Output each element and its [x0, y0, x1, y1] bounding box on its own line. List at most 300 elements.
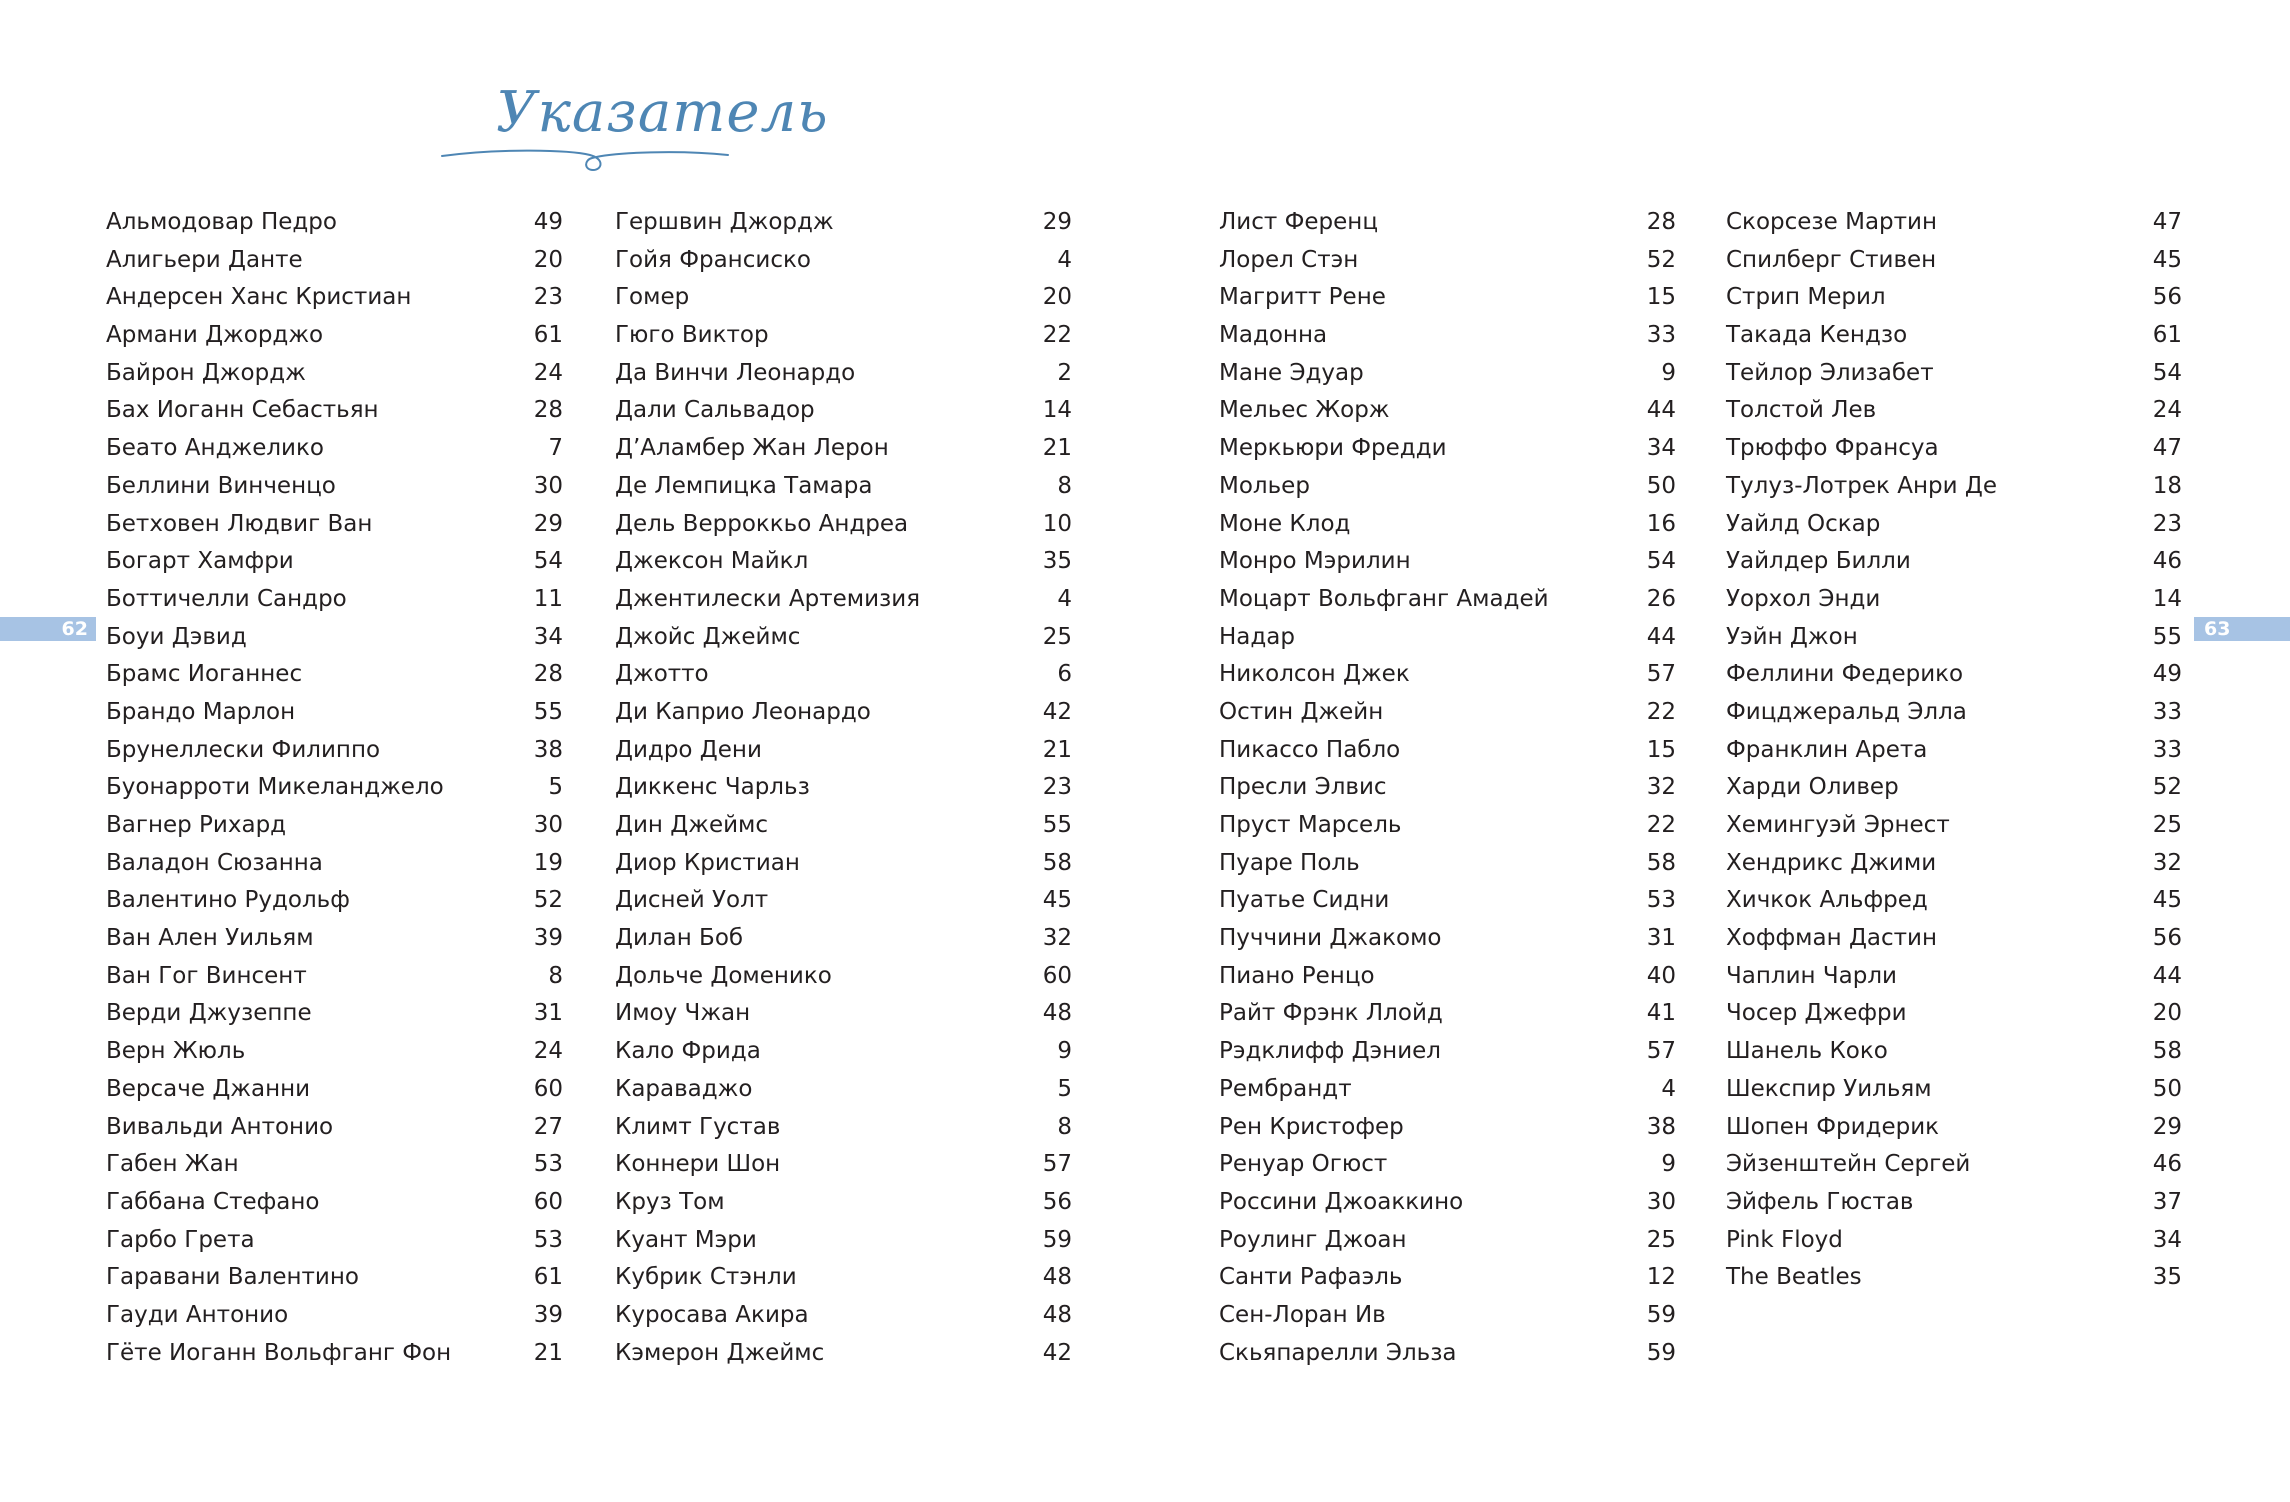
entry-page-number: 52 — [2152, 774, 2182, 801]
entry-page-number: 55 — [1042, 812, 1072, 838]
entry-page-number: 48 — [1042, 1301, 1072, 1328]
entry-name: Уорхол Энди — [1726, 585, 1881, 612]
entry-page-number: 20 — [533, 246, 563, 273]
entry-page-number: 20 — [1042, 284, 1072, 311]
index-entry — [106, 581, 563, 619]
entry-name: Моне Клод — [1219, 510, 1351, 537]
entry-name: Богарт Хамфри — [106, 548, 294, 575]
index-entry — [1726, 958, 2182, 996]
entry-page-number: 52 — [1646, 246, 1676, 273]
entry-page-number: 39 — [533, 1301, 563, 1328]
entry-name: Хемингуэй Эрнест — [1726, 812, 1950, 838]
entry-page-number: 53 — [533, 1226, 563, 1253]
index-entry — [1219, 1033, 1676, 1071]
entry-page-number: 34 — [533, 623, 563, 650]
entry-page-number: 21 — [533, 1339, 563, 1366]
entry-page-number: 56 — [2152, 284, 2182, 311]
entry-page-number: 34 — [2152, 1226, 2182, 1253]
entry-page-number: 29 — [533, 510, 563, 537]
index-entry — [1726, 1222, 2182, 1260]
entry-name: Бах Иоганн Себастьян — [106, 397, 379, 424]
index-entry — [106, 355, 563, 393]
index-entry — [1219, 1109, 1676, 1147]
entry-name: Санти Рафаэль — [1219, 1264, 1403, 1291]
entry-name: Коннери Шон — [615, 1151, 781, 1178]
index-entry — [615, 732, 1072, 770]
entry-page-number: 31 — [533, 1000, 563, 1027]
entry-name: Фицджеральд Элла — [1726, 698, 1967, 725]
index-entry — [1726, 619, 2182, 657]
index-entry — [106, 506, 563, 544]
entry-name: Райт Фрэнк Ллойд — [1219, 1000, 1443, 1027]
entry-page-number: 53 — [1646, 887, 1676, 914]
entry-name: Чосер Джефри — [1726, 1000, 1907, 1027]
entry-page-number: 59 — [1646, 1339, 1676, 1366]
index-entry — [106, 1184, 563, 1222]
entry-name: Пуаре Поль — [1219, 849, 1360, 876]
entry-name: Д’Аламбер Жан Лерон — [615, 435, 889, 462]
entry-page-number: 14 — [2152, 585, 2182, 612]
entry-name: Куросава Акира — [615, 1301, 809, 1328]
entry-name: Хендрикс Джими — [1726, 849, 1937, 876]
entry-page-number: 35 — [1042, 548, 1072, 575]
entry-name: Толстой Лев — [1726, 397, 1877, 424]
entry-page-number: 5 — [548, 774, 563, 801]
index-entry — [1219, 242, 1676, 280]
index-entry — [615, 355, 1072, 393]
index-entry — [615, 995, 1072, 1033]
index-entry — [1219, 581, 1676, 619]
entry-page-number: 47 — [2152, 435, 2182, 462]
entry-page-number: 24 — [533, 359, 563, 386]
entry-name: Дель Верроккьо Андреа — [615, 510, 909, 537]
index-entry — [1219, 204, 1676, 242]
entry-page-number: 22 — [1042, 322, 1072, 349]
index-entry — [615, 1184, 1072, 1222]
entry-name: Шанель Коко — [1726, 1038, 1888, 1065]
index-entry — [615, 430, 1072, 468]
entry-page-number: 32 — [2152, 849, 2182, 876]
entry-page-number: 11 — [533, 585, 563, 612]
index-entry — [1726, 581, 2182, 619]
entry-page-number: 48 — [1042, 1264, 1072, 1291]
entry-page-number: 46 — [2152, 548, 2182, 575]
entry-name: Надар — [1219, 623, 1295, 650]
entry-page-number: 45 — [2152, 246, 2182, 273]
entry-page-number: 53 — [533, 1151, 563, 1178]
index-heading — [440, 70, 829, 180]
entry-page-number: 16 — [1646, 510, 1676, 537]
index-entry — [106, 1297, 563, 1335]
index-entry — [615, 958, 1072, 996]
entry-page-number: 8 — [1057, 1113, 1072, 1140]
entry-name: Скьяпарелли Эльза — [1219, 1339, 1457, 1366]
index-entry — [1726, 1184, 2182, 1222]
entry-name: Эйфель Гюстав — [1726, 1188, 1914, 1215]
index-entry — [1726, 1071, 2182, 1109]
entry-page-number: 27 — [533, 1113, 563, 1140]
index-entry — [615, 1146, 1072, 1184]
entry-page-number: 60 — [533, 1075, 563, 1102]
index-entry — [615, 317, 1072, 355]
entry-name: Вивальди Антонио — [106, 1113, 334, 1140]
entry-page-number: 25 — [1646, 1226, 1676, 1253]
entry-page-number: 15 — [1646, 736, 1676, 763]
entry-name: Гойя Франсиско — [615, 246, 811, 273]
entry-name: Лорел Стэн — [1219, 246, 1359, 273]
entry-page-number: 54 — [2152, 359, 2182, 386]
entry-name: Гюго Виктор — [615, 322, 769, 349]
index-entry — [106, 242, 563, 280]
entry-page-number: 33 — [2152, 698, 2182, 725]
entry-name: Дин Джеймс — [615, 812, 769, 838]
entry-page-number: 42 — [1042, 698, 1072, 725]
entry-page-number: 22 — [1646, 812, 1676, 838]
entry-name: Гарбо Грета — [106, 1226, 255, 1253]
index-entry — [615, 1297, 1072, 1335]
index-entry — [1726, 279, 2182, 317]
entry-page-number: 45 — [1042, 887, 1072, 914]
index-entry — [1219, 958, 1676, 996]
entry-name: Мольер — [1219, 472, 1310, 499]
entry-page-number: 54 — [533, 548, 563, 575]
entry-page-number: 48 — [1042, 1000, 1072, 1027]
index-entry — [1726, 845, 2182, 883]
entry-name: Валадон Сюзанна — [106, 849, 323, 876]
entry-page-number: 38 — [1646, 1113, 1676, 1140]
entry-name: Климт Густав — [615, 1113, 781, 1140]
index-entry — [1219, 845, 1676, 883]
index-entry — [1726, 430, 2182, 468]
index-entry — [106, 807, 563, 845]
index-entry — [1726, 468, 2182, 506]
entry-name: Дисней Уолт — [615, 887, 769, 914]
index-entry — [1219, 1146, 1676, 1184]
entry-name: Боттичелли Сандро — [106, 585, 347, 612]
index-entry — [1726, 656, 2182, 694]
entry-name: Габен Жан — [106, 1151, 239, 1178]
entry-name: Россини Джоаккино — [1219, 1188, 1464, 1215]
entry-page-number: 50 — [2152, 1075, 2182, 1102]
index-column-4 — [1726, 204, 2182, 1297]
entry-name: Кало Фрида — [615, 1038, 761, 1065]
index-entry — [1219, 279, 1676, 317]
entry-name: Ван Гог Винсент — [106, 962, 307, 989]
index-entry — [106, 1222, 563, 1260]
entry-name: Диккенс Чарльз — [615, 774, 810, 801]
entry-page-number: 44 — [2152, 962, 2182, 989]
index-entry — [615, 1033, 1072, 1071]
entry-name: Круз Том — [615, 1188, 725, 1215]
entry-page-number: 23 — [2152, 510, 2182, 537]
index-entry — [1219, 882, 1676, 920]
index-entry — [106, 430, 563, 468]
index-entry — [1219, 506, 1676, 544]
entry-name: Джойс Джеймс — [615, 623, 801, 650]
index-entry — [615, 392, 1072, 430]
index-entry — [1219, 317, 1676, 355]
entry-page-number: 9 — [1661, 1151, 1676, 1178]
entry-page-number: 59 — [1646, 1301, 1676, 1328]
index-entry — [1726, 355, 2182, 393]
entry-name: Пуатье Сидни — [1219, 887, 1390, 914]
entry-name: Габбана Стефано — [106, 1188, 320, 1215]
entry-page-number: 12 — [1646, 1264, 1676, 1291]
entry-page-number: 56 — [2152, 925, 2182, 952]
index-entry — [1219, 619, 1676, 657]
entry-name: Армани Джорджо — [106, 322, 324, 349]
index-entry — [106, 1335, 563, 1373]
index-entry — [1726, 506, 2182, 544]
index-entry — [106, 279, 563, 317]
entry-page-number: 34 — [1646, 435, 1676, 462]
entry-name: Монро Мэрилин — [1219, 548, 1411, 575]
index-entry — [1726, 732, 2182, 770]
entry-name: Дидро Дени — [615, 736, 762, 763]
entry-name: Караваджо — [615, 1075, 753, 1102]
entry-name: Эйзенштейн Сергей — [1726, 1151, 1971, 1178]
entry-page-number: 45 — [2152, 887, 2182, 914]
index-entry — [615, 807, 1072, 845]
index-column-2 — [615, 204, 1072, 1372]
entry-page-number: 24 — [533, 1038, 563, 1065]
index-entry — [615, 656, 1072, 694]
entry-name: Брандо Марлон — [106, 698, 296, 725]
index-entry — [106, 1259, 563, 1297]
index-entry — [1726, 920, 2182, 958]
entry-name: Беато Анджелико — [106, 435, 324, 462]
entry-page-number: 55 — [533, 698, 563, 725]
entry-page-number: 7 — [548, 435, 563, 462]
index-entry — [1219, 1184, 1676, 1222]
index-entry — [615, 1259, 1072, 1297]
index-entry — [106, 769, 563, 807]
entry-page-number: 19 — [533, 849, 563, 876]
index-entry — [1219, 392, 1676, 430]
entry-name: Спилберг Стивен — [1726, 246, 1937, 273]
entry-name: Франклин Арета — [1726, 736, 1928, 763]
entry-name: Такада Кендзо — [1726, 322, 1908, 349]
entry-name: Пуччини Джакомо — [1219, 925, 1442, 952]
index-entry — [1726, 882, 2182, 920]
entry-name: Рен Кристофер — [1219, 1113, 1404, 1140]
index-entry — [106, 656, 563, 694]
index-entry — [1219, 807, 1676, 845]
entry-name: Кубрик Стэнли — [615, 1264, 797, 1291]
index-entry — [1219, 769, 1676, 807]
index-entry — [1219, 732, 1676, 770]
index-entry — [1219, 1297, 1676, 1335]
index-entry — [1219, 995, 1676, 1033]
entry-name: Пресли Элвис — [1219, 774, 1387, 801]
index-entry — [615, 845, 1072, 883]
entry-page-number: 32 — [1646, 774, 1676, 801]
entry-name: Верди Джузеппе — [106, 1000, 312, 1027]
entry-page-number: 33 — [1646, 322, 1676, 349]
entry-name: Беллини Винченцо — [106, 472, 336, 499]
index-entry — [615, 279, 1072, 317]
entry-name: Дилан Боб — [615, 925, 744, 952]
entry-page-number: 61 — [2152, 322, 2182, 349]
entry-name: Магритт Рене — [1219, 284, 1386, 311]
entry-page-number: 60 — [533, 1188, 563, 1215]
index-entry — [615, 694, 1072, 732]
entry-name: Джентилески Артемизия — [615, 585, 921, 612]
entry-name: Мадонна — [1219, 322, 1328, 349]
entry-name: Пиано Ренцо — [1219, 962, 1375, 989]
entry-page-number: 57 — [1042, 1151, 1072, 1178]
index-entry — [106, 317, 563, 355]
index-entry — [1219, 1071, 1676, 1109]
index-entry — [1726, 204, 2182, 242]
entry-page-number: 28 — [533, 397, 563, 424]
entry-name: Хичкок Альфред — [1726, 887, 1928, 914]
index-entry — [1219, 694, 1676, 732]
entry-name: Моцарт Вольфганг Амадей — [1219, 585, 1549, 612]
entry-page-number: 46 — [2152, 1151, 2182, 1178]
entry-page-number: 30 — [533, 812, 563, 838]
entry-page-number: 58 — [2152, 1038, 2182, 1065]
index-entry — [106, 958, 563, 996]
entry-name: Альмодовар Педро — [106, 209, 337, 235]
entry-name: Pink Floyd — [1726, 1226, 1843, 1253]
index-column-3 — [1219, 204, 1676, 1372]
entry-name: Гаравани Валентино — [106, 1264, 359, 1291]
index-column-1 — [106, 204, 563, 1372]
entry-name: Боуи Дэвид — [106, 623, 247, 650]
entry-page-number: 15 — [1646, 284, 1676, 311]
index-entry — [106, 694, 563, 732]
index-entry — [1219, 543, 1676, 581]
entry-page-number: 31 — [1646, 925, 1676, 952]
index-entry — [1726, 1033, 2182, 1071]
index-entry — [1219, 355, 1676, 393]
entry-page-number: 59 — [1042, 1226, 1072, 1253]
index-entry — [1726, 242, 2182, 280]
entry-page-number: 44 — [1646, 623, 1676, 650]
entry-name: Да Винчи Леонардо — [615, 359, 856, 386]
entry-page-number: 5 — [1057, 1075, 1072, 1102]
index-entry — [106, 1146, 563, 1184]
entry-name: Меркьюри Фредди — [1219, 435, 1447, 462]
index-entry — [1726, 995, 2182, 1033]
ornamental-flourish-icon — [440, 146, 730, 180]
entry-page-number: 58 — [1042, 849, 1072, 876]
index-entry — [106, 732, 563, 770]
entry-name: Хоффман Дастин — [1726, 925, 1938, 952]
entry-name: Гауди Антонио — [106, 1301, 289, 1328]
entry-name: Имоу Чжан — [615, 1000, 751, 1027]
index-entry — [1219, 1222, 1676, 1260]
index-entry — [1726, 1146, 2182, 1184]
entry-page-number: 8 — [1057, 472, 1072, 499]
entry-page-number: 32 — [1042, 925, 1072, 952]
entry-name: Тулуз-Лотрек Анри Де — [1726, 472, 1997, 499]
entry-page-number: 58 — [1646, 849, 1676, 876]
index-entry — [106, 882, 563, 920]
entry-page-number: 56 — [1042, 1188, 1072, 1215]
index-entry — [615, 468, 1072, 506]
entry-name: Бетховен Людвиг Ван — [106, 510, 373, 537]
entry-name: Алигьери Данте — [106, 246, 303, 273]
entry-page-number: 61 — [533, 322, 563, 349]
entry-page-number: 30 — [1646, 1188, 1676, 1215]
page-number-left: 62 — [0, 617, 96, 641]
index-entry — [615, 1222, 1072, 1260]
entry-page-number: 14 — [1042, 397, 1072, 424]
entry-page-number: 49 — [2152, 661, 2182, 688]
entry-name: Николсон Джек — [1219, 661, 1410, 688]
entry-name: Дали Сальвадор — [615, 397, 815, 424]
index-entry — [106, 619, 563, 657]
entry-name: Байрон Джордж — [106, 359, 306, 386]
entry-page-number: 60 — [1042, 962, 1072, 989]
index-entry — [1219, 920, 1676, 958]
index-entry — [1219, 1335, 1676, 1373]
index-entry — [1219, 1259, 1676, 1297]
entry-name: Гершвин Джордж — [615, 209, 834, 235]
entry-page-number: 10 — [1042, 510, 1072, 537]
entry-page-number: 33 — [2152, 736, 2182, 763]
entry-page-number: 8 — [548, 962, 563, 989]
index-entry — [1726, 543, 2182, 581]
entry-name: Андерсен Ханс Кристиан — [106, 284, 412, 311]
index-entry — [1726, 807, 2182, 845]
entry-name: Гёте Иоганн Вольфганг Фон — [106, 1339, 452, 1366]
entry-name: Кэмерон Джеймс — [615, 1339, 825, 1366]
entry-name: Уайлд Оскар — [1726, 510, 1881, 537]
entry-name: Ван Ален Уильям — [106, 925, 314, 952]
entry-name: Джотто — [615, 661, 709, 688]
index-entry — [106, 543, 563, 581]
entry-name: Мане Эдуар — [1219, 359, 1364, 386]
index-entry — [106, 995, 563, 1033]
index-entry — [615, 1071, 1072, 1109]
page-number-right: 63 — [2194, 617, 2290, 641]
index-entry — [1726, 1259, 2182, 1297]
index-entry — [106, 1109, 563, 1147]
entry-page-number: 44 — [1646, 397, 1676, 424]
entry-name: Ди Каприо Леонардо — [615, 698, 871, 725]
entry-page-number: 18 — [2152, 472, 2182, 499]
index-entry — [1726, 317, 2182, 355]
entry-name: Ренуар Огюст — [1219, 1151, 1388, 1178]
entry-name: Роулинг Джоан — [1219, 1226, 1407, 1253]
entry-name: Шекспир Уильям — [1726, 1075, 1932, 1102]
entry-page-number: 21 — [1042, 736, 1072, 763]
entry-name: Вагнер Рихард — [106, 812, 287, 838]
index-entry — [1219, 656, 1676, 694]
index-entry — [615, 581, 1072, 619]
entry-name: Брунеллески Филиппо — [106, 736, 381, 763]
index-entry — [106, 845, 563, 883]
entry-name: Феллини Федерико — [1726, 661, 1964, 688]
entry-name: Уэйн Джон — [1726, 623, 1858, 650]
index-entry — [1726, 694, 2182, 732]
entry-name: Гомер — [615, 284, 690, 311]
entry-name: Валентино Рудольф — [106, 887, 350, 914]
index-entry — [106, 920, 563, 958]
entry-page-number: 39 — [533, 925, 563, 952]
index-entry — [615, 769, 1072, 807]
entry-name: Мельес Жорж — [1219, 397, 1390, 424]
entry-page-number: 50 — [1646, 472, 1676, 499]
entry-page-number: 20 — [2152, 1000, 2182, 1027]
entry-page-number: 26 — [1646, 585, 1676, 612]
entry-name: Брамс Иоганнес — [106, 661, 303, 688]
index-entry — [615, 619, 1072, 657]
entry-name: Де Лемпицка Тамара — [615, 472, 873, 499]
